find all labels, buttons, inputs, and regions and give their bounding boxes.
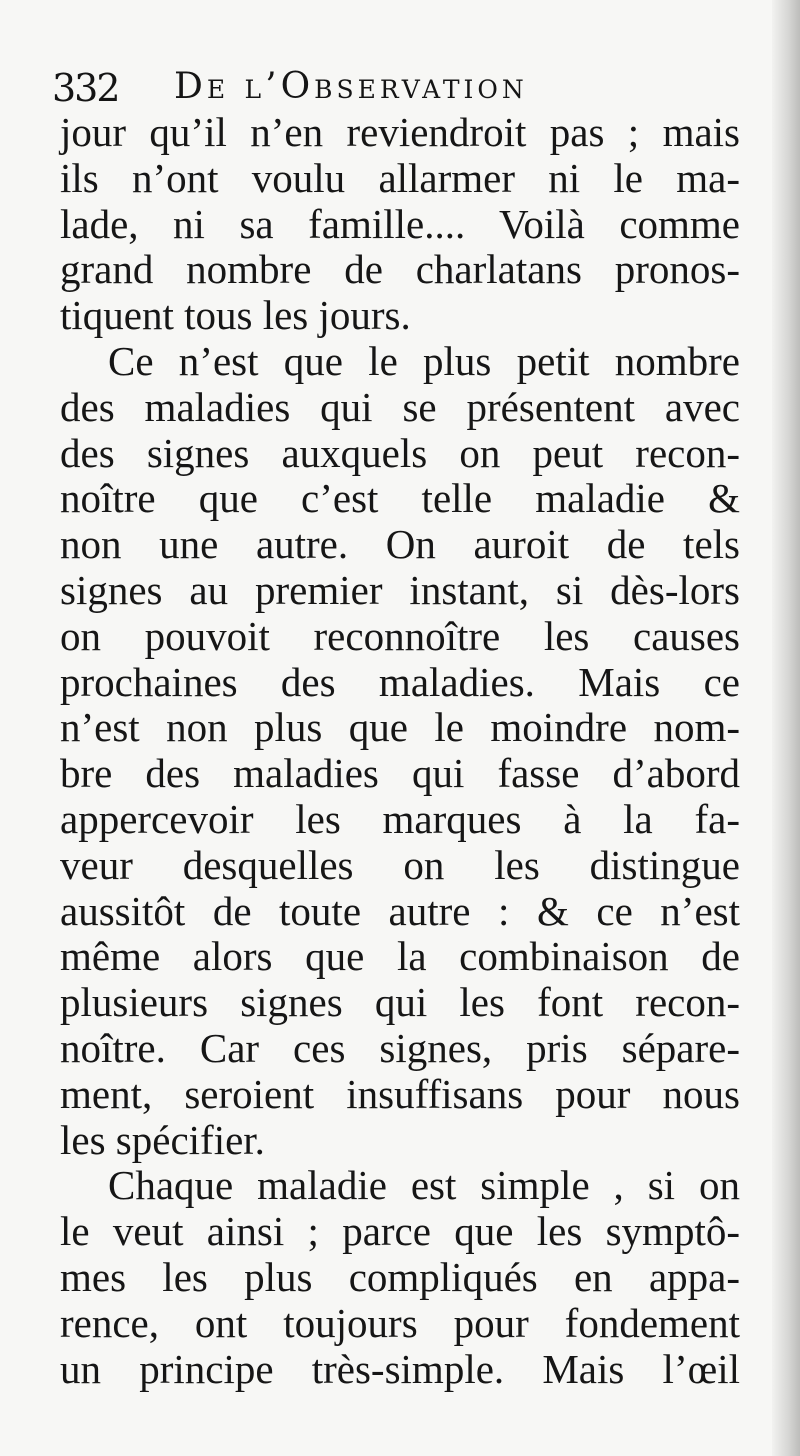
text-line: le veut ainsi ; parce que les symptô- (60, 1208, 740, 1255)
text-line: on pouvoit reconnoître les causes (60, 612, 740, 659)
text-line: jour qu’il n’en reviendroit pas ; mais (60, 109, 740, 155)
text-line: plusieurs signes qui les font recon- (60, 979, 740, 1026)
text-line: ils n’ont voulu allarmer ni le ma- (60, 154, 740, 201)
body-text (60, 110, 740, 1392)
text-line: grand nombre de charlatans pronos- (60, 246, 740, 293)
text-line: aussitôt de toute autre : & ce n’est (60, 887, 740, 934)
page-number: 332 (52, 66, 119, 110)
text-line: des maladies qui se présentent avec (60, 383, 740, 430)
running-title: De l’Observation (174, 66, 528, 107)
text-line: mes les plus compliqués en appa- (60, 1253, 740, 1300)
text-line: noître que c’est telle maladie & (60, 475, 740, 522)
text-line: des signes auxquels on peut recon- (60, 429, 740, 476)
text-line: noître. Car ces signes, pris sépare- (60, 1024, 740, 1071)
text-line: prochaines des maladies. Mais ce (60, 658, 740, 705)
text-line: lade, ni sa famille.... Voilà comme (60, 200, 740, 247)
text-line: veur desquelles on les distingue (60, 841, 740, 888)
text-line: un principe très-simple. Mais l’œil (60, 1345, 740, 1392)
text-line: n’est non plus que le moindre nom- (60, 704, 740, 751)
text-line: non une autre. On auroit de tels (60, 521, 740, 568)
text-line: même alors que la combinaison de (60, 933, 740, 980)
paragraph-start-line: Ce n’est que le plus petit nombre (108, 337, 740, 384)
text-line: les spécifier. (60, 1116, 265, 1163)
text-line: rence, ont toujours pour fondement (60, 1299, 740, 1346)
paragraph-start-line: Chaque maladie est simple , si on (108, 1162, 740, 1209)
text-line: ment, seroient insuffisans pour nous (60, 1070, 740, 1117)
page-edge-shadow (772, 0, 800, 1456)
text-line: signes au premier instant, si dès-lors (60, 566, 740, 613)
text-line: bre des maladies qui fasse d’abord (60, 750, 740, 797)
text-line: appercevoir les marques à la fa- (60, 795, 740, 842)
text-line: tiquent tous les jours. (60, 292, 411, 339)
